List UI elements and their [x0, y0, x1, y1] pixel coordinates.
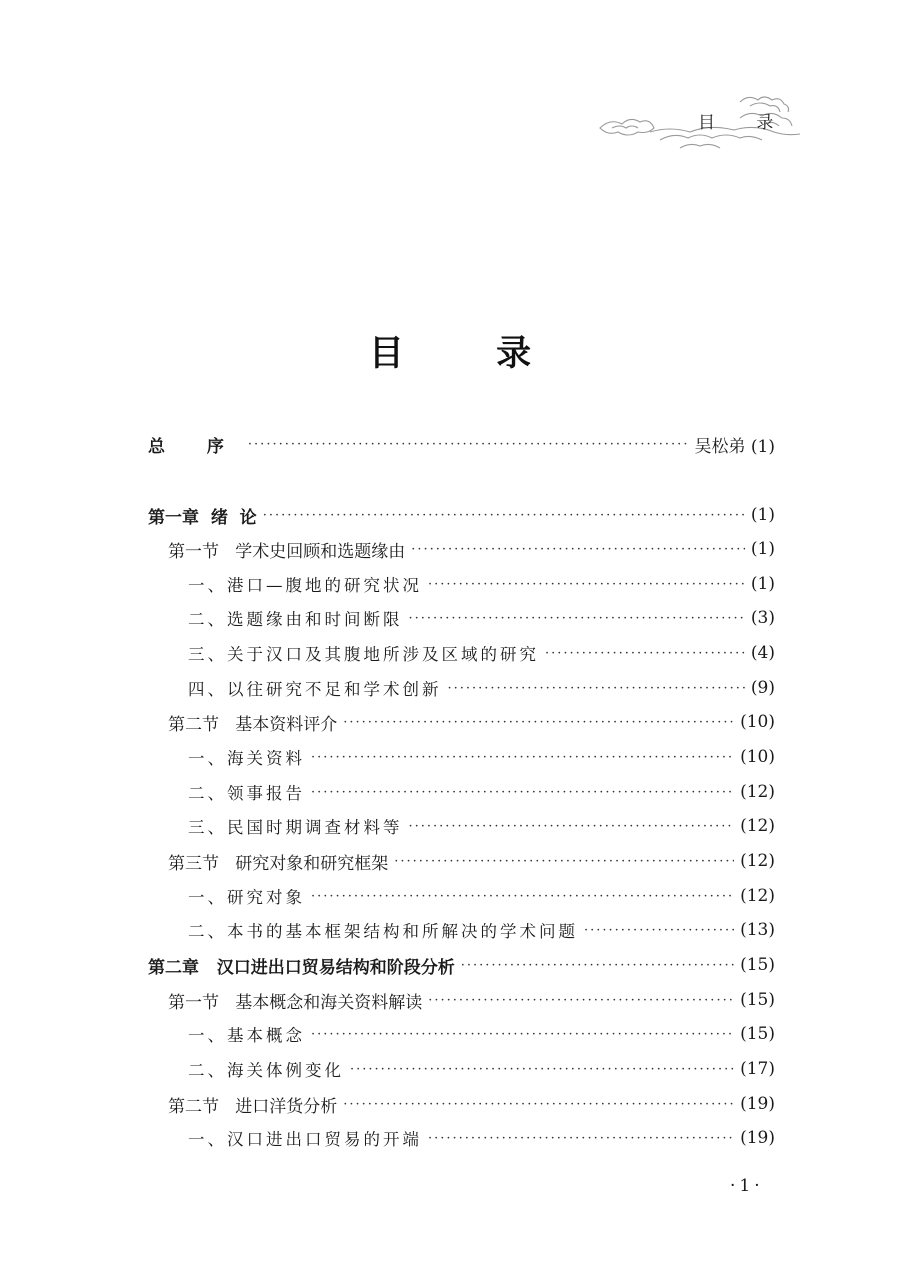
- dot-leader: [584, 923, 734, 938]
- dot-leader: [394, 854, 734, 869]
- toc-entry-subsection[interactable]: [148, 881, 775, 911]
- toc-entry-label: 二、本书的基本框架结构和所解决的学术问题: [188, 922, 578, 941]
- dot-leader: [311, 889, 734, 904]
- toc-entry-page: (9): [750, 678, 775, 698]
- dot-leader: [428, 1131, 734, 1146]
- toc-entry-page: (12): [740, 782, 775, 802]
- toc-entry-page: (3): [750, 608, 775, 628]
- toc-entry-label: 一、汉口进出口贸易的开端: [188, 1130, 422, 1149]
- toc-entry-subsection[interactable]: [148, 1054, 775, 1084]
- toc-entry-page: (17): [740, 1059, 775, 1079]
- dot-leader: [343, 1097, 734, 1112]
- dot-leader: [409, 819, 735, 834]
- running-header-title: 目 录: [698, 113, 792, 133]
- toc-entry-page: (1): [750, 505, 775, 525]
- dot-leader: [248, 437, 689, 452]
- dot-leader: [409, 611, 745, 626]
- dot-leader: [545, 646, 745, 661]
- dot-leader: [448, 681, 745, 696]
- toc-entry-page: (1): [750, 539, 775, 559]
- toc-entry-subsection[interactable]: [148, 603, 775, 633]
- toc-entry-chapter-2[interactable]: [148, 950, 775, 980]
- toc-entry-label: 第二节 基本资料评介: [168, 714, 338, 735]
- toc-entry-label: 第二节 进口洋货分析: [168, 1096, 338, 1117]
- toc-entry-page: (1): [750, 436, 775, 457]
- toc-entry-label: 第一章 绪 论: [148, 507, 257, 528]
- toc-entry-subsection[interactable]: [148, 569, 775, 599]
- toc-entry-label: 第一节 学术史回顾和选题缘由: [168, 541, 406, 562]
- toc-entry-page: (4): [750, 643, 775, 663]
- toc-entry-subsection[interactable]: [148, 742, 775, 772]
- toc-entry-label: 第三节 研究对象和研究框架: [168, 853, 389, 874]
- toc-entry-label: 一、基本概念: [188, 1026, 305, 1045]
- toc-entry-label: 一、研究对象: [188, 888, 305, 907]
- toc-entry-label: 三、关于汉口及其腹地所涉及区域的研究: [188, 645, 539, 664]
- toc-entry-subsection[interactable]: [148, 915, 775, 945]
- dot-leader: [263, 508, 745, 523]
- toc-entry-page: (19): [740, 1094, 775, 1114]
- toc-entry-page: (15): [740, 1024, 775, 1044]
- toc-entry-section[interactable]: [148, 846, 775, 876]
- toc-entry-author: 吴松弟: [694, 436, 746, 457]
- toc-entry-label: 三、民国时期调查材料等: [188, 818, 403, 837]
- page-title: 目 录: [368, 334, 572, 374]
- dot-leader: [311, 785, 734, 800]
- toc-entry-page: (10): [740, 747, 775, 767]
- toc-entry-chapter-1[interactable]: [148, 500, 775, 530]
- toc-entry-subsection[interactable]: [148, 638, 775, 668]
- toc-entry-label: 二、领事报告: [188, 784, 305, 803]
- toc-entry-subsection[interactable]: [148, 1019, 775, 1049]
- toc-entry-subsection[interactable]: [148, 673, 775, 703]
- toc-entry-page: (19): [740, 1128, 775, 1148]
- dot-leader: [428, 993, 734, 1008]
- toc-entry-subsection[interactable]: [148, 1123, 775, 1153]
- toc-entry-page: (12): [740, 816, 775, 836]
- dot-leader: [411, 542, 745, 557]
- dot-leader: [428, 577, 745, 592]
- page-number: ·1·: [730, 1176, 764, 1196]
- toc-entry-label: 第二章 汉口进出口贸易结构和阶段分析: [148, 957, 455, 978]
- toc-entry-page: (10): [740, 712, 775, 732]
- toc-entry-label: 四、以往研究不足和学术创新: [188, 680, 442, 699]
- toc-entry-section[interactable]: [148, 985, 775, 1015]
- toc-entry-section[interactable]: [148, 707, 775, 737]
- toc-entry-preface[interactable]: [148, 429, 775, 459]
- toc-entry-subsection[interactable]: [148, 811, 775, 841]
- toc-entry-label: 总 序: [148, 436, 242, 457]
- toc-entry-subsection[interactable]: [148, 777, 775, 807]
- toc-entry-label: 一、海关资料: [188, 749, 305, 768]
- toc-entry-label: 一、港口—腹地的研究状况: [188, 576, 422, 595]
- dot-leader: [311, 750, 734, 765]
- dot-leader: [343, 715, 734, 730]
- toc-entry-page: (12): [740, 851, 775, 871]
- toc-entry-page: (12): [740, 886, 775, 906]
- toc-entry-page: (15): [740, 990, 775, 1010]
- toc-entry-page: (1): [750, 574, 775, 594]
- toc-entry-label: 第一节 基本概念和海关资料解读: [168, 992, 423, 1013]
- toc-entry-label: 二、海关体例变化: [188, 1061, 344, 1080]
- toc-entry-section[interactable]: [148, 1089, 775, 1119]
- dot-leader: [350, 1062, 734, 1077]
- toc-entry-page: (13): [740, 920, 775, 940]
- toc-entry-page: (15): [740, 955, 775, 975]
- toc-entry-label: 二、选题缘由和时间断限: [188, 610, 403, 629]
- running-header: [590, 88, 810, 158]
- dot-leader: [461, 958, 734, 973]
- toc-entry-section[interactable]: [148, 534, 775, 564]
- dot-leader: [311, 1027, 734, 1042]
